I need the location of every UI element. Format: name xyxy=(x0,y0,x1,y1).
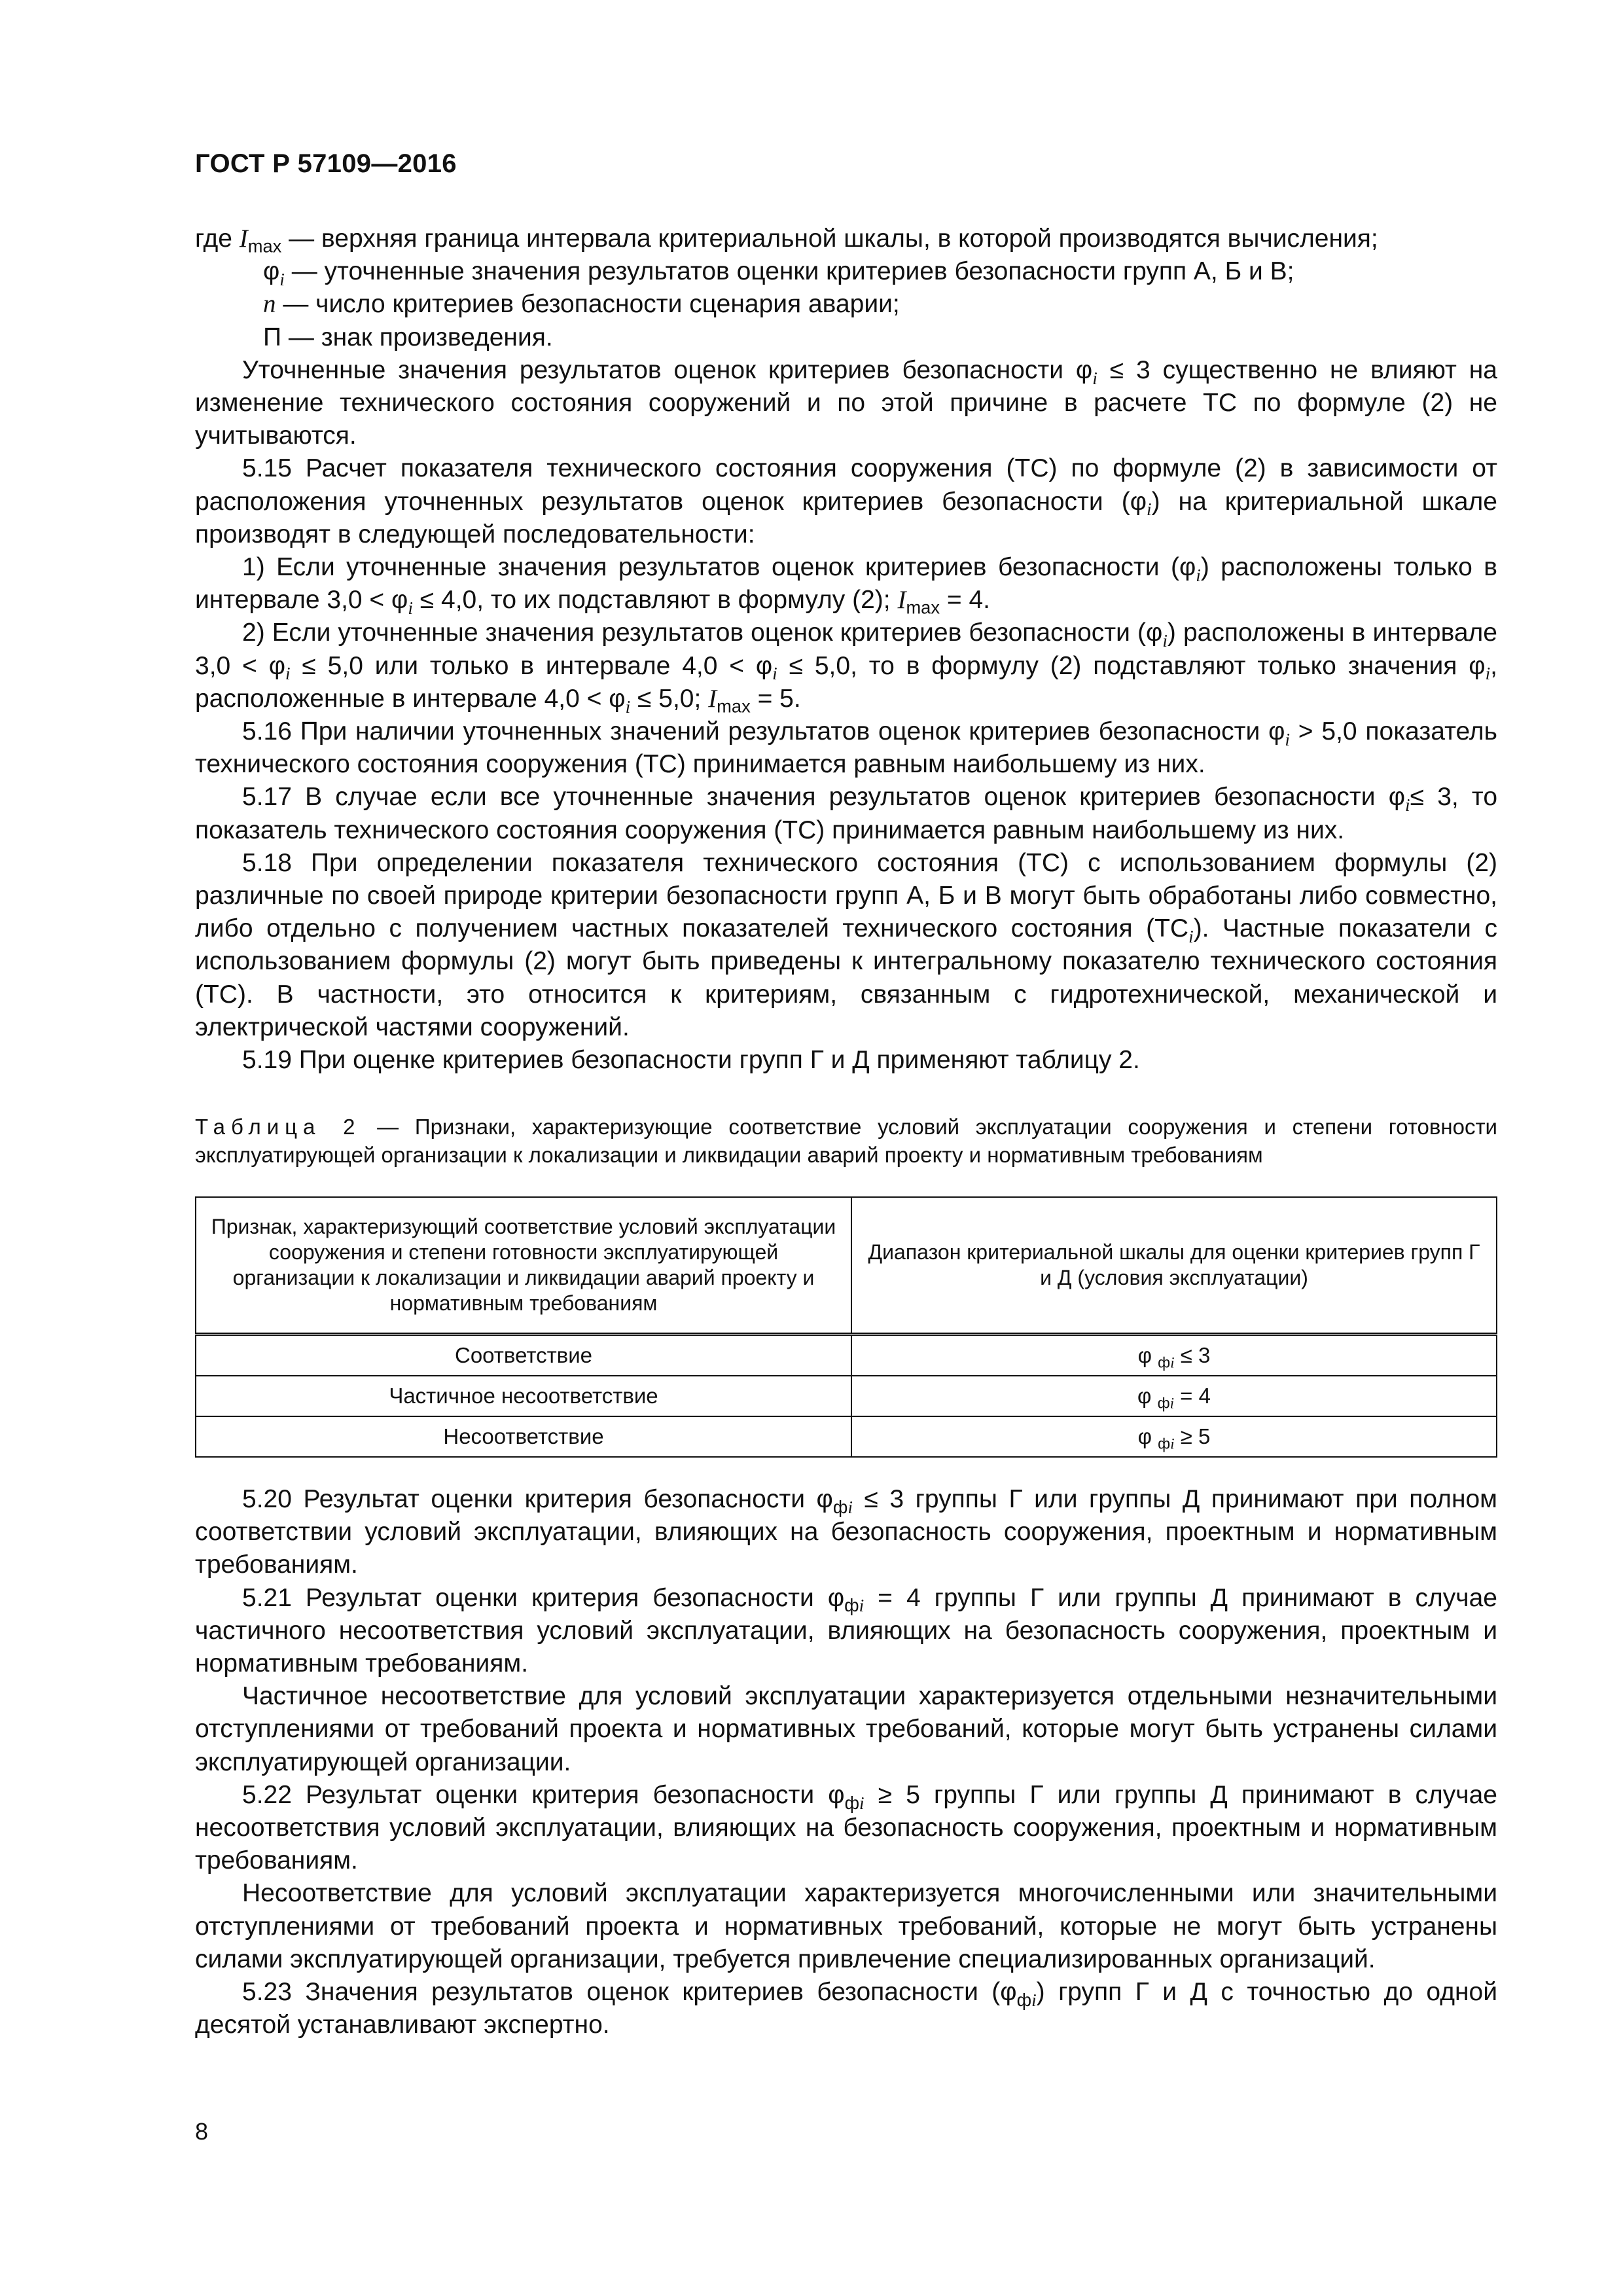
where-n: n — число критериев безопасности сценария аварии; xyxy=(263,290,900,319)
table-cell-criterion: Частичное несоответствие xyxy=(196,1376,851,1416)
paragraph-5-20: 5.20 Результат оценки критерия безопасности $\varphi_{фi} \le 3$ группы Г или группы Д принимают при полном соответствии условий эксплуатации, влияющих на безопасность сооружения, проектным и нормативным требованиям. xyxy=(195,1485,1497,1579)
table-cell-criterion: Несоответствие xyxy=(196,1416,851,1457)
paragraph-5-17: 5.17 В случае если все уточненные значения результатов оценок критериев безопасности $\varphi_i\le 3$, то показатель технического состояния сооружения (ТС) принимается равным наибольшему из них. xyxy=(195,783,1498,844)
paragraph-5-21-note: Частичное несоответствие для условий эксплуатации характеризуется отдельными незначительными отступлениями от требований проекта и нормативных требований, которые могут быть устранены силами эксплуатирующей организации. xyxy=(195,1682,1497,1776)
table-row xyxy=(196,1376,1497,1416)
where-imax: где $I_{max}$ — верхняя граница интервала критериальной шкалы, в которой производятся вычисления; xyxy=(195,224,1378,257)
where-pi: П — знак произведения. xyxy=(263,323,553,351)
table-header-row xyxy=(196,1197,1497,1335)
page-number: 8 xyxy=(195,2118,209,2145)
paragraph-5-15-item-2: 2) Если уточненные значения результатов оценок критериев безопасности $(\varphi_i)$ расположены в интервале $3,0 < \varphi_i \le 5,0$ или только в интервале $4,0 < \varphi_i \le 5,0$, то в формулу (2) подставляют только значения $\varphi_i$, расположенные в интервале $4,0 < \varphi_i \le 5,0$; $I_{max} = 5$. xyxy=(195,619,1497,717)
paragraph-refined-values: Уточненные значения результатов оценок критериев безопасности $\varphi_i \le 3$ существенно не влияют на изменение технического состояния сооружений и по этой причине в расчете ТС по формуле (2) не учитываются. xyxy=(195,355,1497,450)
paragraph-5-15: 5.15 Расчет показателя технического состояния сооружения (ТС) по формуле (2) в зависимости от расположения уточненных результатов оценок критериев безопасности $(\varphi_i)$ на критериальной шкале производят в следующей последовательности: xyxy=(195,454,1497,548)
paragraph-5-21: 5.21 Результат оценки критерия безопасности $\varphi_{фi} = 4$ группы Г или группы Д принимают в случае частичного несоответствия условий эксплуатации, влияющих на безопасность сооружения, проектным и нормативным требованиям. xyxy=(195,1583,1497,1678)
table-row xyxy=(196,1335,1497,1376)
paragraph-5-16: 5.16 При наличии уточненных значений результатов оценок критериев безопасности $\varphi_i > 5,0$ показатель технического состояния сооружения (ТС) принимается равным наибольшему из них. xyxy=(195,717,1497,779)
paragraph-5-15-item-1: 1) Если уточненные значения результатов оценок критериев безопасности $(\varphi_i)$ расположены только в интервале $3,0 < \varphi_i \le 4,0$, то их подставляют в формулу (2); $I_{max} = 4$. xyxy=(195,553,1497,618)
table-cell-range: φ $_{фi}$ = 4 xyxy=(851,1376,1497,1416)
paragraph-5-22: 5.22 Результат оценки критерия безопасности $\varphi_{фi} \ge 5$ группы Г или группы Д принимают в случае несоответствия условий эксплуатации, влияющих на безопасность сооружения, проектным и нормативным требованиям. xyxy=(195,1780,1497,1875)
paragraph-5-22-note: Несоответствие для условий эксплуатации характеризуется многочисленными или значительными отступлениями от требований проекта и нормативных требований, которые не могут быть устранены силами эксплуатирующей организации, требуется привлечение специализированных организаций. xyxy=(195,1879,1497,1973)
paragraph-5-19: 5.19 При оценке критериев безопасности групп Г и Д применяют таблицу 2. xyxy=(242,1046,1140,1075)
table-row xyxy=(196,1416,1497,1457)
document-header: ГОСТ Р 57109—2016 xyxy=(195,149,457,178)
table-header-criterion: Признак, характеризующий соответствие условий эксплуатации сооружения и степени готовности эксплуатирующей организации к локализации и ликвидации аварий проекту и нормативным требованиям xyxy=(196,1197,851,1335)
text-block-bottom xyxy=(195,1483,1497,2041)
paragraph-5-18: 5.18 При определении показателя технического состояния (ТС) с использованием формулы (2) различные по своей природе критерии безопасности групп А, Б и В могут быть обработаны либо совместно, либо отдельно с получением частных показателей технического состояния $(ТС_i)$. Частные показатели с использованием формулы (2) могут быть приведены к интегральному показателю технического состояния (ТС). В частности, это относится к критериям, связанным с гидротехнической, механической и электрической частями сооружений. xyxy=(195,848,1497,1041)
table-cell-criterion: Соответствие xyxy=(196,1335,851,1376)
table-header-range: Диапазон критериальной шкалы для оценки критериев групп Г и Д (условия эксплуатации) xyxy=(851,1197,1497,1335)
table-cell-range: φ $_{фi}$ ≥ 5 xyxy=(851,1416,1497,1457)
where-phi: $\varphi_i$ — уточненные значения результатов оценки критериев безопасности групп А, Б и В; xyxy=(263,257,1294,289)
paragraph-5-23: 5.23 Значения результатов оценок критериев безопасности $(\varphi_{фi})$ групп Г и Д с точностью до одной десятой устанавливают экспертно. xyxy=(195,1978,1497,2039)
table-cell-range: φ $_{фi}$ ≤ 3 xyxy=(851,1335,1497,1376)
text-block-top xyxy=(195,223,1497,1077)
table-2 xyxy=(195,1196,1497,1458)
table-2-label: Таблица 2 xyxy=(195,1115,361,1139)
table-2-caption: Таблица 2 — Признаки, характеризующие соответствие условий эксплуатации сооружения и степени готовности эксплуатирующей организации к локализации и ликвидации аварий проекту и нормативным требованиям xyxy=(195,1115,1497,1167)
